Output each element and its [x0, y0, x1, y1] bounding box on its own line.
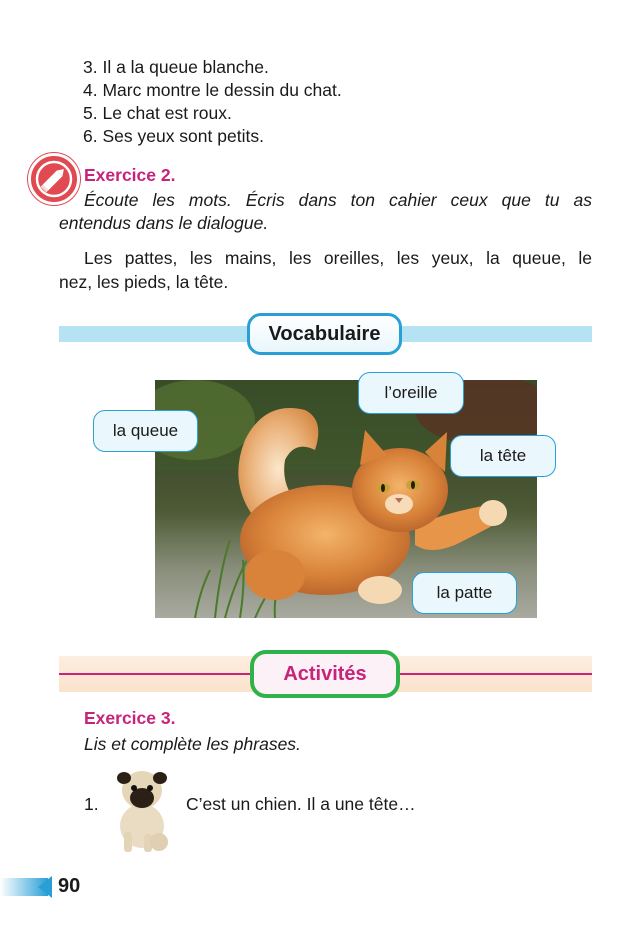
exercise-3-title: Exercice 3.: [84, 708, 176, 728]
label-paw: la patte: [412, 572, 517, 614]
list-item-6: 6. Ses yeux sont petits.: [83, 126, 264, 146]
exercise-2-title: Exercice 2.: [84, 165, 176, 185]
label-head: la tête: [450, 435, 556, 477]
exercise-3-sentence: C’est un chien. Il a une tête…: [186, 794, 416, 814]
vocabulary-heading: Vocabulaire: [247, 313, 402, 355]
label-tail: la queue: [93, 410, 198, 452]
exercise-2-words-line-2: nez, les pieds, la tête.: [59, 272, 229, 292]
list-item-5: 5. Le chat est roux.: [83, 103, 232, 123]
exercise-3-instruction: Lis et complète les phrases.: [84, 734, 301, 754]
pencil-icon: [28, 153, 80, 205]
page-number: 90: [58, 875, 81, 897]
activities-heading: Activités: [250, 650, 400, 698]
label-ear: l’oreille: [358, 372, 464, 414]
dog-picture: [104, 764, 178, 854]
page-marker-arrow-icon: [38, 876, 52, 898]
exercise-2-instruction-line-1: Écoute les mots. Écris dans ton cahier ceux que tu as: [84, 190, 592, 210]
exercise-2-words-line-1: Les pattes, les mains, les oreilles, les yeux, la queue, le: [84, 248, 592, 268]
list-item-4: 4. Marc montre le dessin du chat.: [83, 80, 342, 100]
exercise-3-item-number: 1.: [84, 794, 99, 814]
list-item-3: 3. Il a la queue blanche.: [83, 57, 269, 77]
exercise-2-instruction-line-2: entendus dans le dialogue.: [59, 213, 269, 233]
